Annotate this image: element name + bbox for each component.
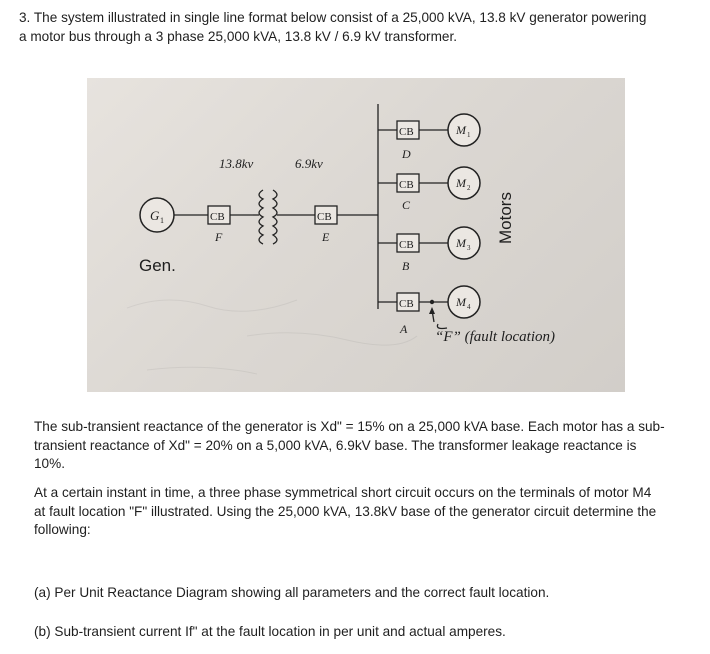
generator-subscript: 1 (160, 216, 164, 225)
motor-m3-subscript: 3 (467, 244, 471, 252)
question-b: (b) Sub-transient current If" at the fault location in per unit and actual amperes. (34, 624, 506, 639)
fault-point (430, 300, 434, 304)
single-line-diagram (87, 78, 625, 392)
breaker-b-cb-label: CB (399, 239, 414, 251)
hv-voltage-label: 13.8kv (219, 156, 254, 171)
fault-arrow (429, 307, 447, 329)
motor-m4-subscript: 4 (467, 303, 471, 311)
breaker-d-cb-label: CB (399, 126, 414, 138)
p1-line-2: transient reactance of Xd" = 20% on a 5,000 kVA, 6.9kV base. The transformer leakage reactance is (34, 437, 637, 453)
intro-line-1: 3. The system illustrated in single line format below consist of a 25,000 kVA, 13.8 kV generator powering (19, 10, 647, 25)
breaker-e-cb-label: CB (317, 211, 332, 223)
breaker-f-cb-label: CB (210, 211, 225, 223)
motors-label: Motors (496, 192, 515, 244)
p2-line-2: at fault location "F" illustrated. Using the 25,000 kVA, 13.8kV base of the generator circuit determine the (34, 503, 657, 519)
single-line-diagram-photo (87, 78, 625, 392)
fault-location-label: “F” (fault location) (435, 329, 555, 345)
breaker-e-label: E (322, 230, 330, 244)
transformer-symbol (253, 190, 277, 244)
motor-m2-subscript: 2 (467, 184, 471, 192)
motor-m1-subscript: 1 (467, 131, 471, 139)
breaker-c-cb-label: CB (399, 179, 414, 191)
lv-voltage-label: 6.9kv (295, 156, 323, 171)
problem-intro (19, 9, 699, 46)
breaker-b-label: B (402, 259, 410, 273)
breaker-d-label: D (402, 147, 411, 161)
motor-m2-label: M (456, 176, 466, 190)
p2-line-1: At a certain instant in time, a three phase symmetrical short circuit occurs on the terminals of motor M4 (34, 485, 652, 500)
breaker-c-label: C (402, 198, 411, 212)
motor-m4-label: M (456, 295, 466, 309)
motor-m3-label: M (456, 236, 466, 250)
p1-line-3: 10%. (34, 456, 65, 471)
fault-scenario-paragraph (34, 484, 694, 540)
breaker-a-cb-label: CB (399, 298, 414, 310)
question-a: (a) Per Unit Reactance Diagram showing all parameters and the correct fault location. (34, 585, 550, 600)
reactance-data-paragraph (34, 418, 694, 474)
intro-line-2: a motor bus through a 3 phase 25,000 kVA, 13.8 kV / 6.9 kV transformer. (19, 28, 458, 44)
breaker-f-label: F (215, 230, 223, 244)
gen-label: Gen. (139, 256, 176, 275)
p2-line-3: following: (34, 522, 91, 537)
motor-m1-label: M (456, 123, 466, 137)
p1-line-1: The sub-transient reactance of the generator is Xd" = 15% on a 25,000 kVA base. Each motor has a sub- (34, 419, 665, 434)
breaker-a-label: A (400, 322, 408, 336)
generator-g-label: G (150, 208, 160, 223)
